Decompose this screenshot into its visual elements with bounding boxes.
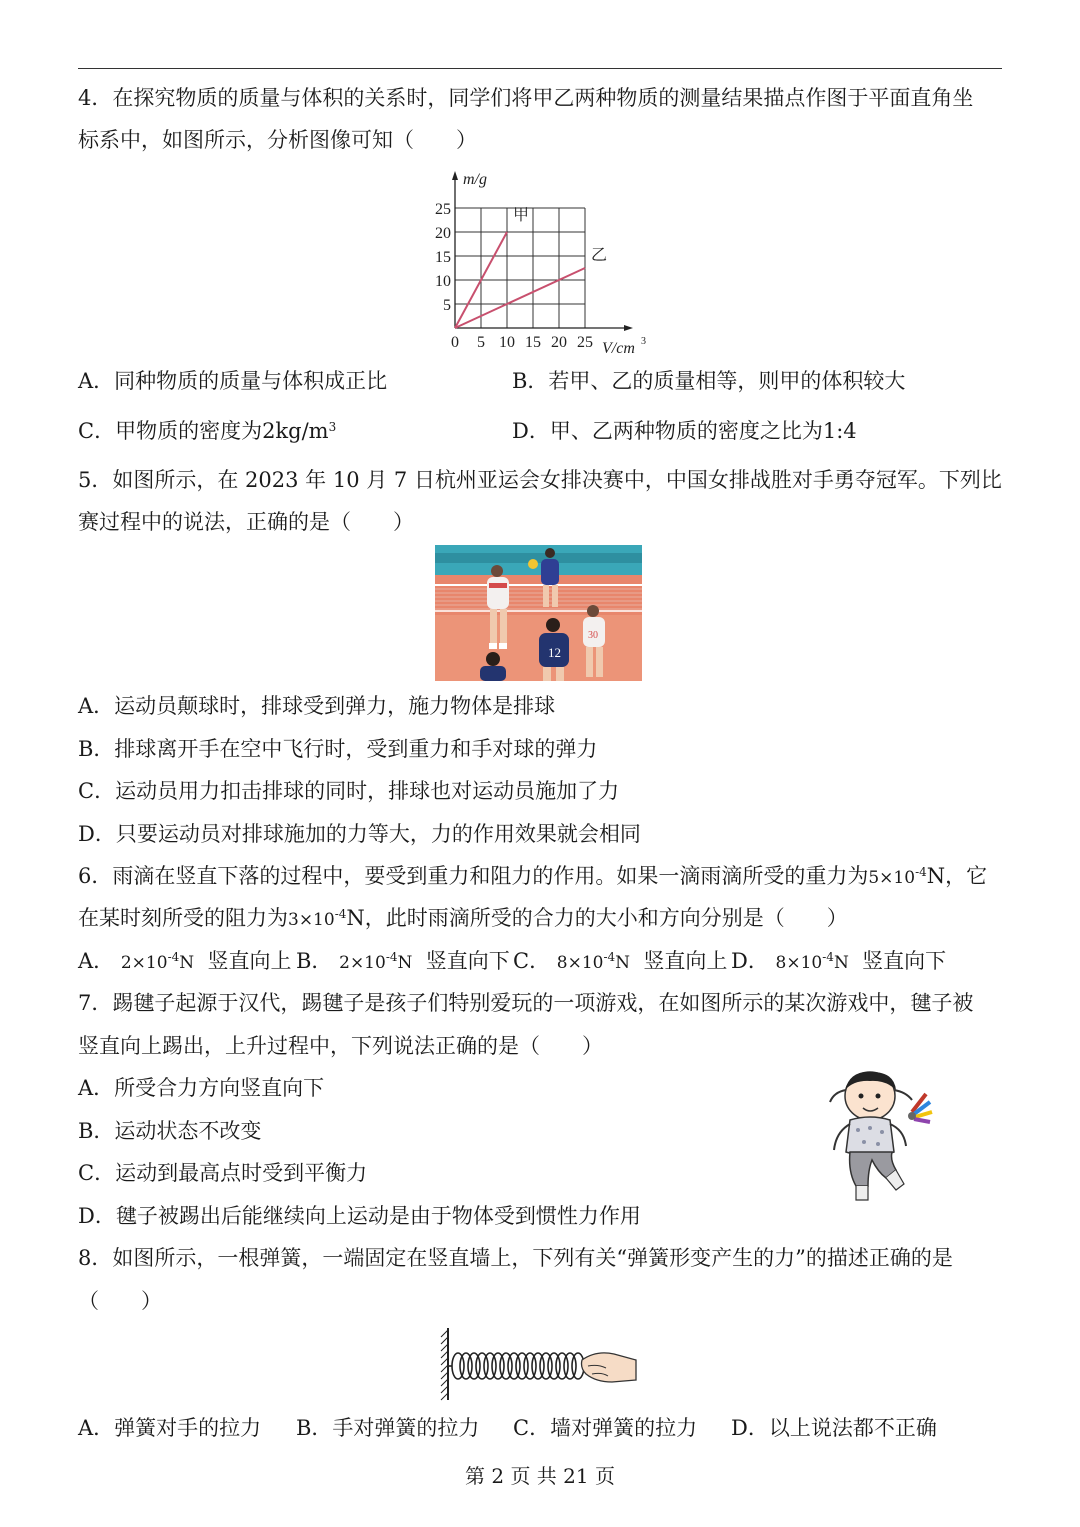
q6-option-a-exp: -4 xyxy=(167,950,180,964)
spring-wall-illustration xyxy=(436,1326,640,1402)
q6-option-b xyxy=(296,946,510,978)
q6-stem-line2 xyxy=(78,903,848,935)
q8-stem-line1: 8．如图所示，一根弹簧，一端固定在竖直墙上，下列有关“弹簧形变产生的力”的描述正确的是 xyxy=(78,1246,953,1270)
q7-stem-line2: 竖直向上踢出，上升过程中，下列说法正确的是（ ） xyxy=(78,1034,603,1058)
q6-option-d-dir: 竖直向下 xyxy=(862,949,947,973)
chart-labels xyxy=(435,171,646,357)
y-tick-label-5: 5 xyxy=(443,297,451,314)
series-line-1 xyxy=(455,268,585,328)
q7-option-c: C．运动到最高点时受到平衡力 xyxy=(78,1161,368,1185)
q6-option-a-num: 2×10 xyxy=(120,953,168,973)
q5-option-c: C．运动员用力扣击排球的同时，排球也对运动员施加了力 xyxy=(78,779,620,803)
y-tick-label-20: 20 xyxy=(435,225,451,242)
shuttlecock-kid-illustration xyxy=(820,1068,945,1210)
spring-coils xyxy=(452,1353,584,1379)
q6-option-b-value xyxy=(339,950,413,973)
q4-option-a: A．同种物质的质量与体积成正比 xyxy=(78,369,388,393)
q4-option-c-sup: 3 xyxy=(328,420,337,434)
q6-option-b-num: 2×10 xyxy=(339,953,386,973)
q6-line2-end: N，此时雨滴所受的合力的大小和方向分别是（ ） xyxy=(346,906,848,930)
svg-text:30: 30 xyxy=(588,630,598,641)
x-axis-arrow xyxy=(624,325,633,331)
q8-option-c: C．墙对弹簧的拉力 xyxy=(513,1416,698,1440)
q6-resist-exp: -4 xyxy=(334,907,347,921)
q5-stem-line2: 赛过程中的说法，正确的是（ ） xyxy=(78,510,414,534)
q6-stem-line1 xyxy=(78,861,987,893)
top-rule xyxy=(78,68,1002,69)
q4-stem-line2: 标系中，如图所示，分析图像可知（ ） xyxy=(78,128,477,152)
q6-option-c-unit: N xyxy=(615,953,631,973)
x-tick-label-25: 25 xyxy=(577,334,593,351)
y-axis-label: m/g xyxy=(463,171,487,188)
mass-volume-chart xyxy=(420,168,660,358)
q7-stem-line1: 7．踢毽子起源于汉代，踢毽子是孩子们特别爱玩的一项游戏，在如图所示的某次游戏中，毽子被 xyxy=(78,991,974,1015)
hand xyxy=(582,1353,637,1382)
q6-option-c-value xyxy=(556,950,631,973)
q6-option-a-unit: N xyxy=(179,953,195,973)
q5-stem-line1: 5．如图所示，在 2023 年 10 月 7 日杭州亚运会女排决赛中，中国女排战胜对手勇夺冠军。下列比 xyxy=(78,468,1002,492)
q6-option-d-exp: -4 xyxy=(822,950,834,964)
q6-option-c-dir: 竖直向上 xyxy=(643,949,728,973)
q8-option-d: D．以上说法都不正确 xyxy=(731,1416,937,1440)
q6-option-a-dir: 竖直向上 xyxy=(207,949,292,973)
x-tick-label-15: 15 xyxy=(525,334,541,351)
q8-option-a: A．弹簧对手的拉力 xyxy=(78,1416,262,1440)
q7-option-a: A．所受合力方向竖直向下 xyxy=(78,1076,325,1100)
y-axis-arrow xyxy=(452,171,458,180)
q6-option-c-exp: -4 xyxy=(603,950,616,964)
page-footer: 第 2 页 共 21 页 xyxy=(465,1464,615,1488)
q6-option-d-label: D． xyxy=(731,949,769,973)
q6-line2-text: 在某时刻所受的阻力为 xyxy=(78,906,288,930)
q6-option-b-exp: -4 xyxy=(385,950,398,964)
q4-option-b: B．若甲、乙的质量相等，则甲的体积较大 xyxy=(512,369,906,393)
q6-line1-end: N，它 xyxy=(926,864,988,888)
q6-option-b-label: B． xyxy=(296,949,333,973)
q4-option-c-text: C．甲物质的密度为2kg/m xyxy=(78,419,329,443)
q6-option-c-label: C． xyxy=(513,949,551,973)
q6-option-d xyxy=(731,946,946,978)
x-axis-label: V/cm xyxy=(602,340,635,357)
volleyball-photo xyxy=(435,545,642,681)
q6-option-a xyxy=(78,946,292,978)
x-tick-label-0: 0 xyxy=(451,334,459,351)
q6-line1-text: 6．雨滴在竖直下落的过程中，要受到重力和阻力的作用。如果一滴雨滴所受的重力为 xyxy=(78,864,869,888)
q5-option-d: D．只要运动员对排球施加的力等大，力的作用效果就会相同 xyxy=(78,822,641,846)
y-tick-label-15: 15 xyxy=(435,249,451,266)
x-tick-label-10: 10 xyxy=(499,334,515,351)
series-label-1: 乙 xyxy=(591,247,608,264)
x-tick-label-20: 20 xyxy=(551,334,567,351)
q6-option-b-dir: 竖直向下 xyxy=(425,949,510,973)
q8-option-b: B．手对弹簧的拉力 xyxy=(296,1416,480,1440)
q4-option-d: D．甲、乙两种物质的密度之比为1:4 xyxy=(512,419,857,443)
q6-option-a-value xyxy=(120,950,195,973)
series-label-0: 甲 xyxy=(513,207,530,224)
y-tick-label-25: 25 xyxy=(435,201,451,218)
x-tick-label-5: 5 xyxy=(477,334,485,351)
q8-stem-line2: （ ） xyxy=(78,1289,162,1313)
q5-option-b: B．排球离开手在空中飞行时，受到重力和手对球的弹力 xyxy=(78,737,598,761)
q6-resist-value: 3×10 xyxy=(288,910,335,930)
svg-text:12: 12 xyxy=(548,645,561,660)
q6-option-d-value xyxy=(775,950,849,973)
q6-gravity-value: 5×10 xyxy=(868,868,916,888)
q6-gravity xyxy=(868,865,927,888)
q5-option-a: A．运动员颠球时，排球受到弹力，施力物体是排球 xyxy=(78,694,556,718)
q6-option-b-unit: N xyxy=(397,953,413,973)
q6-resist xyxy=(288,907,347,930)
chart-grid xyxy=(455,208,585,328)
q6-option-d-unit: N xyxy=(833,953,849,973)
q4-stem-line1: 4．在探究物质的质量与体积的关系时，同学们将甲乙两种物质的测量结果描点作图于平面直角坐 xyxy=(78,86,974,110)
q7-option-b: B．运动状态不改变 xyxy=(78,1119,262,1143)
x-axis-label-sup: 3 xyxy=(641,336,646,347)
q6-option-c-num: 8×10 xyxy=(556,953,604,973)
q6-option-d-num: 8×10 xyxy=(775,953,823,973)
q6-gravity-exp: -4 xyxy=(915,865,927,879)
q6-option-c xyxy=(513,946,727,978)
q6-option-a-label: A． xyxy=(78,949,115,973)
q7-option-d: D．毽子被踢出后能继续向上运动是由于物体受到惯性力作用 xyxy=(78,1204,641,1228)
q4-option-c xyxy=(78,416,336,446)
y-tick-label-10: 10 xyxy=(435,273,451,290)
